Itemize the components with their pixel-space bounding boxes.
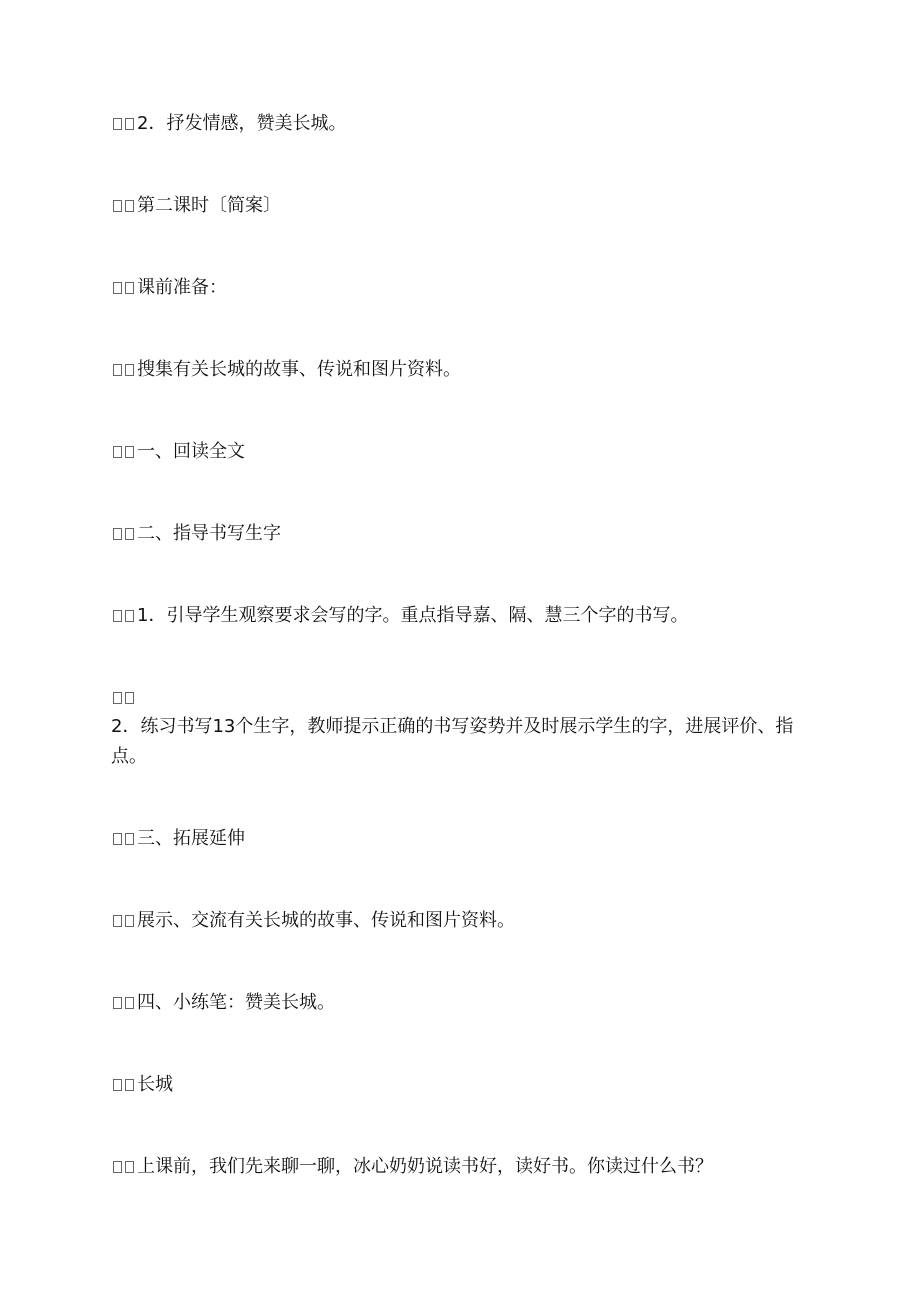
paragraph-7: 1．引导学生观察要求会写的字。重点指导嘉、隔、慧三个字的书写。	[111, 604, 688, 628]
paragraph-10: 展示、交流有关长城的故事、传说和图片资料。	[111, 909, 515, 933]
indent-marker	[111, 686, 137, 710]
paragraph-9: 三、拓展延伸	[111, 827, 245, 851]
indent-marker	[111, 1155, 137, 1179]
indent-marker	[111, 522, 137, 546]
indent-marker	[111, 194, 137, 218]
paragraph-8-marker	[111, 686, 137, 710]
paragraph-6: 二、指导书写生字	[111, 522, 281, 546]
paragraph-11: 四、小练笔：赞美长城。	[111, 991, 335, 1015]
paragraph-1: 2．抒发情感，赞美长城。	[111, 112, 346, 136]
paragraph-13: 上课前，我们先来聊一聊，冰心奶奶说读书好，读好书。你读过什么书？	[111, 1155, 713, 1179]
indent-marker	[111, 1073, 137, 1097]
indent-marker	[111, 440, 137, 464]
indent-marker	[111, 112, 137, 136]
paragraph-4: 搜集有关长城的故事、传说和图片资料。	[111, 358, 461, 382]
paragraph-12: 长城	[111, 1073, 173, 1097]
paragraph-3: 课前准备：	[111, 276, 227, 300]
indent-marker	[111, 604, 137, 628]
paragraph-8: 2．练习书写13个生字，教师提示正确的书写姿势并及时展示学生的字，进展评价、指点。	[111, 716, 794, 767]
indent-marker	[111, 991, 137, 1015]
indent-marker	[111, 827, 137, 851]
indent-marker	[111, 276, 137, 300]
indent-marker	[111, 909, 137, 933]
paragraph-2: 第二课时〔简案〕	[111, 194, 281, 218]
paragraph-5: 一、回读全文	[111, 440, 245, 464]
indent-marker	[111, 358, 137, 382]
